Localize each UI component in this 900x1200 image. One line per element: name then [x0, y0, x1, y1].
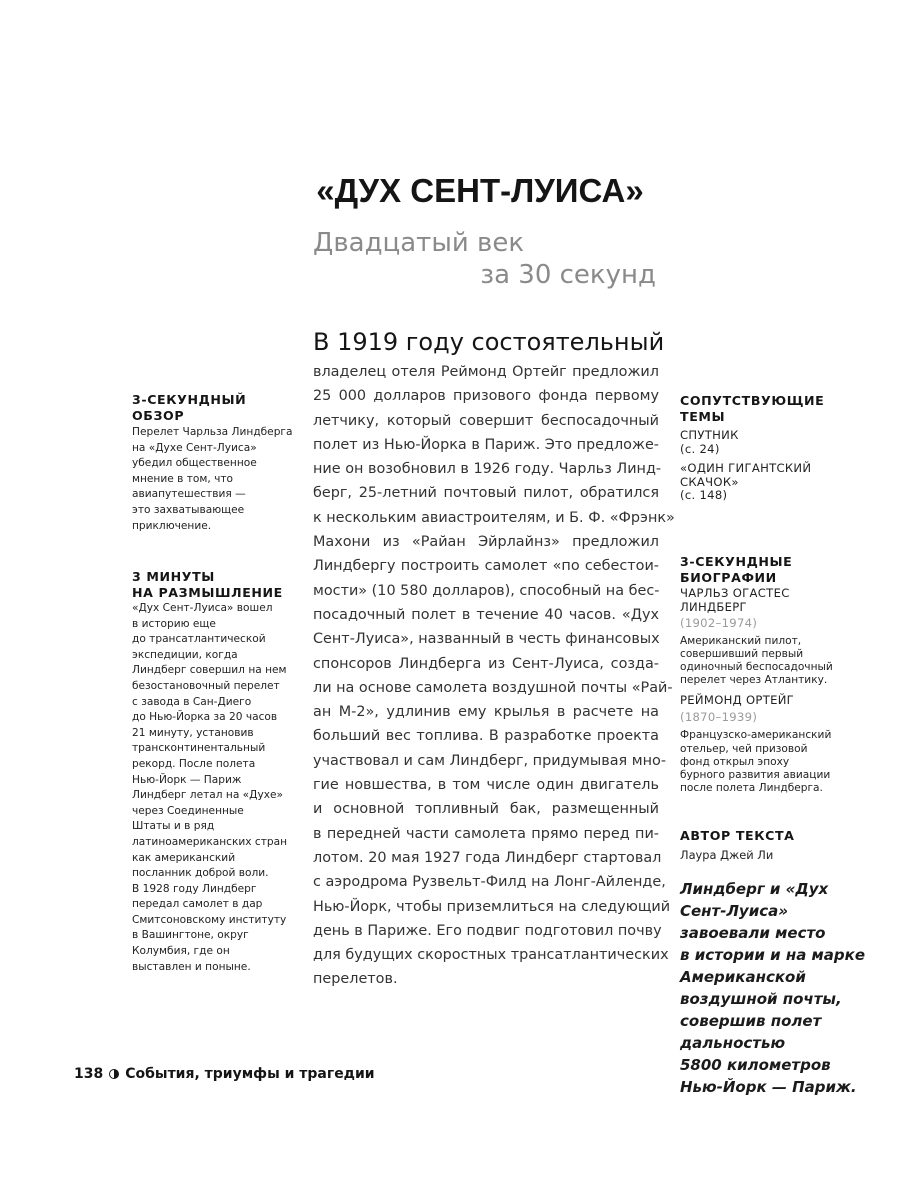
body-line: участвовал и сам Линдберг, придумывая мно- — [313, 752, 667, 769]
reflection-line: Линдберг летал на «Духе» — [132, 789, 283, 802]
body-line: Нью-Йорк, чтобы приземлиться на следующий — [313, 898, 671, 915]
overview-line: это захватывающее — [132, 503, 245, 516]
body-line: Линдбергу построить самолет «по себестои- — [313, 558, 659, 575]
bio-desc-line: совершивший первый — [680, 647, 804, 660]
body-line: перелетов. — [313, 971, 398, 988]
bio-name-line: РЕЙМОНД ОРТЕЙГ — [680, 693, 795, 708]
related-topic-item — [680, 462, 860, 503]
bio-desc-line: отельер, чей призовой — [680, 742, 808, 755]
overview-line: на «Духе Сент-Луиса» — [132, 441, 257, 454]
quote-line: Американской — [680, 968, 806, 986]
quote-line: дальностью — [680, 1034, 786, 1052]
reflection-line: «Дух Сент-Луиса» вошел — [132, 602, 273, 614]
overview-text — [132, 425, 292, 534]
body-line: берг, 25-летний почтовый пилот, обратился — [313, 485, 659, 502]
reflection-line: латиноамериканских стран — [132, 835, 288, 848]
page-title: «ДУХ СЕНТ-ЛУИСА» — [316, 172, 644, 209]
body-line: лотом. 20 мая 1927 года Линдберг стартовал — [313, 849, 662, 866]
bio-desc-line: после полета Линдберга. — [680, 782, 823, 795]
body-line: день в Париже. Его подвиг подготовил почву — [313, 922, 662, 939]
lead-text: В 1919 году состоятельный — [313, 328, 665, 356]
author-name: Лаура Джей Ли — [680, 848, 774, 862]
series-subtitle-line2: за 30 секунд — [480, 260, 656, 290]
related-topic-item — [680, 429, 860, 456]
reflection-text — [132, 601, 292, 975]
body-line: Махони из «Райан Эйрлайнз» предложил — [313, 534, 659, 551]
half-circle-icon — [109, 1069, 119, 1079]
overview-line: Перелет Чарльза Линдберга — [132, 426, 293, 438]
bio-desc-line: бурного развития авиации — [680, 768, 831, 781]
reflection-line: Смитсоновскому институту — [132, 913, 287, 926]
main-body-text — [313, 360, 675, 992]
reflection-line: экспедиции, когда — [132, 648, 238, 661]
body-line: ан М-2», удлинив ему крылья в расчете на — [313, 704, 659, 721]
overview-section — [132, 392, 292, 534]
bio-desc-line: перелет через Атлантику. — [680, 674, 828, 687]
related-topics-section — [680, 393, 860, 503]
body-line: Сент-Луиса», названный в честь финансовых — [313, 631, 660, 648]
quote-line: 5800 километров — [680, 1056, 831, 1074]
body-line: гие новшества, в том числе один двигатель — [313, 777, 659, 794]
quote-line: Сент-Луиса» — [680, 902, 788, 920]
reflection-line: 21 минуту, установив — [132, 726, 254, 739]
overview-heading-line2: ОБЗОР — [132, 408, 185, 423]
bio-person-name — [680, 587, 860, 614]
related-topic-name: «ОДИН ГИГАНТСКИЙ — [680, 461, 812, 475]
bio-description — [680, 729, 860, 795]
bio-desc-line: Американский пилот, — [680, 634, 802, 647]
reflection-heading-line1: 3 МИНУТЫ — [132, 569, 215, 584]
author-section — [680, 828, 860, 862]
reflection-line: Колумбия, где он — [132, 945, 230, 958]
reflection-line: В 1928 году Линдберг — [132, 882, 257, 895]
reflection-line: в Вашингтоне, округ — [132, 929, 249, 942]
body-line: летчику, который совершит беспосадочный — [313, 412, 659, 429]
reflection-line: до трансатлантической — [132, 633, 266, 646]
body-line: посадочный полет в течение 40 часов. «Дух — [313, 606, 659, 623]
quote-line: завоевали место — [680, 924, 826, 942]
reflection-line: с завода в Сан-Диего — [132, 695, 252, 708]
biographies-section — [680, 554, 860, 795]
body-line: ние он возобновил в 1926 году. Чарльз Линд- — [313, 461, 662, 478]
body-line: к нескольким авиастроителям, и Б. Ф. «Фрэнк» — [313, 509, 675, 526]
bio-name-line: ЧАРЛЬЗ ОГАСТЕС — [680, 586, 790, 600]
body-line: с аэродрома Рузвельт-Филд на Лонг-Айленде, — [313, 874, 666, 891]
reflection-line: Нью-Йорк — Париж — [132, 773, 242, 786]
bio-person-name — [680, 694, 860, 708]
related-topic-name: СПУТНИК — [680, 428, 739, 442]
bio-desc-line: одиночный беспосадочный — [680, 660, 833, 673]
bios-heading-line2: БИОГРАФИИ — [680, 570, 777, 585]
bio-desc-line: Французско-американский — [680, 729, 832, 742]
quote-line: воздушной почты, — [680, 990, 842, 1008]
series-subtitle-line1: Двадцатый век — [313, 228, 525, 258]
page-number: 138 — [74, 1066, 104, 1082]
reflection-line: Штаты и в ряд — [132, 820, 215, 833]
reflection-line: трансконтинентальный — [132, 742, 266, 755]
body-line: в передней части самолета прямо перед пи- — [313, 825, 659, 842]
bio-desc-line: фонд открыл эпоху — [680, 755, 790, 768]
body-line: и основной топливный бак, размещенный — [313, 801, 659, 818]
section-name: События, триумфы и трагедии — [125, 1066, 375, 1082]
reflection-line: безостановочный перелет — [132, 679, 280, 692]
related-heading-line1: СОПУТСТВУЮЩИЕ — [680, 393, 825, 408]
reflection-line: через Соединенные — [132, 804, 244, 817]
quote-line: в истории и на марке — [680, 946, 866, 964]
bio-name-line: ЛИНДБЕРГ — [680, 599, 747, 614]
body-line: полет из Нью-Йорка в Париж. Это предложе- — [313, 436, 659, 453]
overview-heading-line1: 3-СЕКУНДНЫЙ — [132, 392, 247, 407]
bio-description — [680, 635, 860, 688]
body-line: больший вес топлива. В разработке проекта — [313, 728, 659, 745]
bio-years: (1870–1939) — [680, 709, 758, 724]
bio-years: (1902–1974) — [680, 616, 758, 630]
related-topic-page: (с. 148) — [680, 488, 728, 502]
quote-line: Нью-Йорк — Париж. — [680, 1078, 857, 1096]
reflection-heading-line2: НА РАЗМЫШЛЕНИЕ — [132, 585, 283, 600]
reflection-line: выставлен и поныне. — [132, 960, 251, 973]
quote-line: совершив полет — [680, 1012, 822, 1030]
body-line: мости» (10 580 долларов), способный на бес- — [313, 582, 660, 599]
body-line: ли на основе самолета воздушной почты «Рай- — [313, 679, 673, 696]
pull-quote — [680, 878, 866, 1098]
reflection-line: до Нью-Йорка за 20 часов — [132, 711, 278, 724]
reflection-line: в историю еще — [132, 617, 216, 630]
overview-line: мнение в том, что — [132, 472, 234, 485]
reflection-line: посланник доброй воли. — [132, 867, 269, 880]
overview-line: приключение. — [132, 519, 212, 532]
reflection-line: рекорд. После полета — [132, 757, 256, 770]
reflection-line: как американский — [132, 851, 236, 864]
overview-line: авиапутешествия — — [132, 488, 246, 501]
bios-heading-line1: 3-СЕКУНДНЫЕ — [680, 554, 793, 569]
body-line: спонсоров Линдберга из Сент-Луиса, созда- — [313, 655, 659, 672]
quote-line: Линдберг и «Дух — [680, 880, 829, 898]
reflection-line: передал самолет в дар — [132, 898, 263, 911]
body-line: 25 000 долларов призового фонда первому — [313, 388, 659, 405]
reflection-section — [132, 569, 292, 975]
author-heading: АВТОР ТЕКСТА — [680, 828, 795, 843]
related-heading-line2: ТЕМЫ — [680, 409, 726, 424]
related-topic-page: (с. 24) — [680, 441, 720, 456]
related-topic-name: СКАЧОК» — [680, 474, 739, 489]
body-line: для будущих скоростных трансатлантических — [313, 947, 669, 964]
overview-line: убедил общественное — [132, 457, 257, 470]
page-footer — [74, 1066, 375, 1082]
body-line: владелец отеля Реймонд Ортейг предложил — [313, 364, 659, 380]
reflection-line: Линдберг совершил на нем — [132, 664, 287, 677]
